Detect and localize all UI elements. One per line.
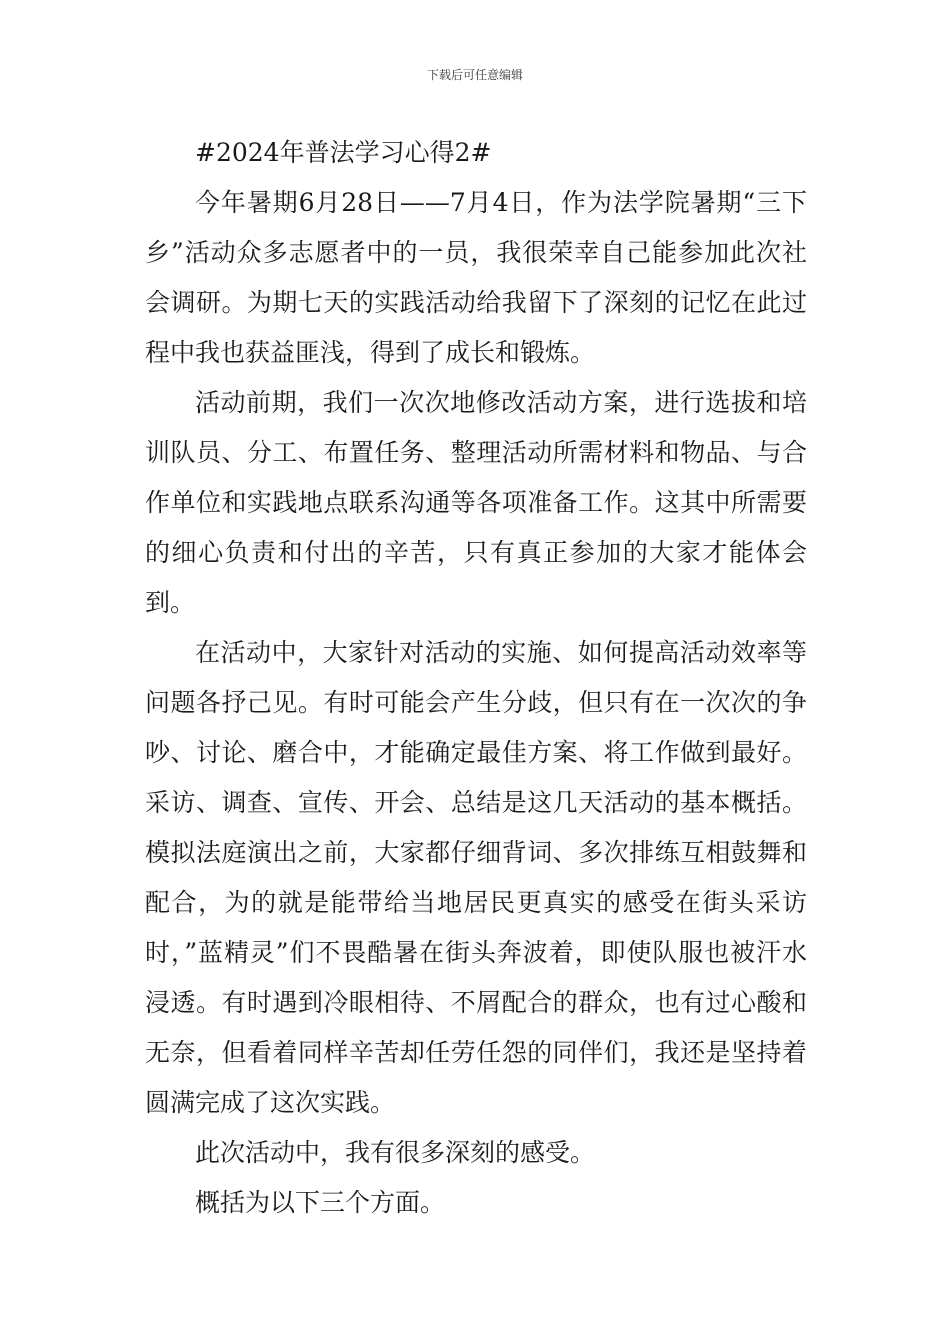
paragraph: 今年暑期6月28日——7月4日，作为法学院暑期“三下乡”活动众多志愿者中的一员，我很荣幸自己能参加此次社会调研。为期七天的实践活动给我留下了深刻的记忆在此过程中我也获益匪浅，得到了成长和锻炼。 — [145, 188, 807, 367]
paragraph: 此次活动中，我有很多深刻的感受。 — [195, 1138, 596, 1167]
paragraph: 概括为以下三个方面。 — [195, 1188, 446, 1217]
document-title: #2024年普法学习心得2# — [195, 138, 492, 167]
page-header: 下载后可任意编辑 — [426, 68, 523, 82]
document-body — [145, 128, 807, 1228]
paragraph: 在活动中，大家针对活动的实施、如何提高活动效率等问题各抒己见。有时可能会产生分歧，但只有在一次次的争吵、讨论、磨合中，才能确定最佳方案、将工作做到最好。采访、调查、宣传、开会、总结是这几天活动的基本概括。模拟法庭演出之前，大家都仔细背词、多次排练互相鼓舞和配合，为的就是能带给当地居民更真实的感受在街头采访时，”蓝精灵”们不畏酷暑在街头奔波着，即使队服也被汗水浸透。有时遇到冷眼相待、不屑配合的群众，也有过心酸和无奈，但看着同样辛苦却任劳任怨的同伴们，我还是坚持着圆满完成了这次实践。 — [145, 638, 807, 1117]
paragraph: 活动前期，我们一次次地修改活动方案，进行选拔和培训队员、分工、布置任务、整理活动所需材料和物品、与合作单位和实践地点联系沟通等各项准备工作。这其中所需要的细心负责和付出的辛苦，只有真正参加的大家才能体会到。 — [145, 388, 807, 617]
